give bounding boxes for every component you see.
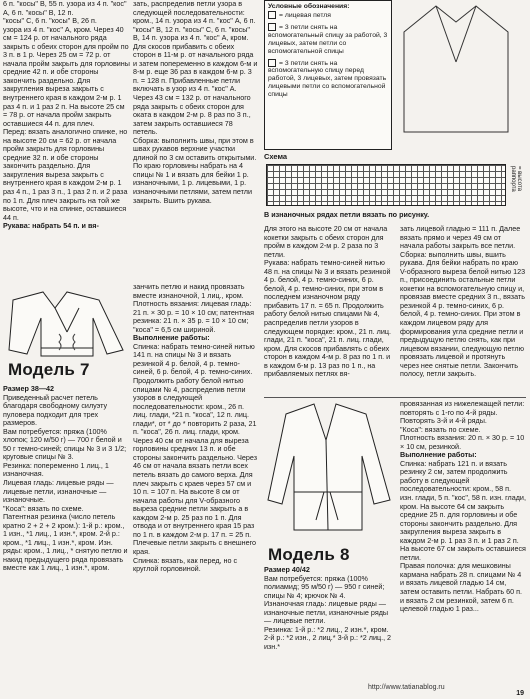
schema-section: [264, 152, 526, 208]
knitting-chart-grid: [266, 164, 506, 206]
c2-p0: зать, распределив петли узора в следующей последовательности: кром., 14 п. узора из 4 п. "кос" А, 6 п. "косы" В, 12 п. "косы" С, 6 п. "косы" В, 14 п. узора из 4 п. "кос" А, кром. Для скосов прибавить с обеих сторон в 11-м р. от начального ряда и затем попеременно в каждом 6-м и 8-м р. еще 36 раз в каждом 6-м р. 3 п. = 128 п. Прибавленные петли включать в узор из 4 п. "кос" А. Через 43 см = 132 р. от начального ряда закрыть с обеих сторон для оката в каждом 2-м р. 8 раз по 3 п., затем закрыть оставшиеся 78 петель.: [133, 0, 258, 137]
cable-front-symbol-icon: [268, 59, 276, 67]
c1-p1: "косы" С, 6 п. "косы" В, 26 п.: [3, 16, 97, 26]
c3b-p3: Изнаночная гладь: лицевые ряды — изнаночные петли, изнаночные ряды — лицевые петли.: [264, 599, 389, 626]
watermark-url: http://www.tatianablog.ru: [368, 684, 445, 691]
c1b-size: Размер 38—42: [3, 385, 55, 393]
c3-p0: Для этого на высоте 20 см от начала кокетки закрыть с обеих сторон для пройм в каждом 2-м р. 2 раза по 3 петли.: [264, 225, 388, 259]
c3b-size: Размер 40/42: [264, 566, 310, 574]
model-8-title: Модель 8: [268, 545, 350, 564]
legend-item-3: = 3 петли снять на вспомогательную спицу перед работой, 3 лицевых, затем провязать лицевыми петли со вспомогательной спицы: [268, 59, 387, 99]
page-number: 19: [516, 690, 524, 697]
column-3-middle: [264, 225, 392, 395]
c1-p4: Рукава: набрать 54 п. и вя-: [3, 221, 99, 231]
section-divider: [264, 397, 526, 398]
legend-item-2: = 3 петли снять на вспомогательный спицу за работой, 3 лицевых, затем петли со вспомогательной спицы: [268, 23, 388, 55]
c4b-p3: Выполнение работы:: [400, 450, 477, 460]
model-7-title: Модель 7: [8, 360, 90, 379]
column-3-bottom: [264, 566, 392, 686]
knit-symbol-icon: [268, 11, 276, 19]
c4-p0: зать лицевой гладью = 111 п. Далее вязать прямо и через 49 см от начала работы закрыть все петли.: [400, 225, 521, 251]
model8-cardigan-illustration: [266, 400, 396, 540]
column-4-bottom: [400, 400, 526, 686]
column-1-top: [3, 0, 130, 280]
c1-p2: узора из 4 п. "кос" А, кром. Через 40 см = 124 р. от начального ряда закрыть с обеих сторон для пройм по 3 п. в 1 р. Через 25 см = 72 р. от начала пройм закрыть для горловины средние 42 п. и обе стороны закончить раздельно. Для закругления выреза закрыть с внутреннего края в каждом 2-м р. 1 раз 4 п. и 1 раз 2 п. На высоте 25 см = 78 р. от начала пройм закрыть оставшиеся 44 п. для плеч.: [3, 24, 130, 128]
schema-label: Схема: [264, 152, 288, 161]
c4b-p4: Спинка: набрать 121 п. и вязать резинку 2 см, затем продолжить работу в следующей последовательности: кром., 58 п. изн. глади, 5 п. "кос", 58 п. изн. глади, кром. На высоте 64 см закрыть средние 25 п. для горловины и обе стороны закончить раздельно. Для закругления выреза закрыть в каждом 2-м р. 1 раз 3 п. и 1 раз 2 п. На высоте 67 см закрыть оставшиеся петли.: [400, 458, 526, 562]
legend-item-1: = лицевая петля: [268, 11, 388, 20]
rapport-label: = высота раппорта: [510, 166, 522, 192]
column-4-middle: [400, 225, 526, 393]
legend-box: [264, 0, 392, 150]
c4b-p5: Правая полочка: для мешковины кармана набрать 28 п. спицами № 4 и вязать лицевой гладью 14 см, затем оставить петли. Набрать 60 п. и вязать 2 см резинкой, затем 6 п. целевой гладью 1 раз...: [400, 561, 522, 614]
c1b-p2: Вам потребуется: пряжа (100% хлопок; 120 м/50 г) — 700 г белой и 50 г темно-синей; спицы № 3 и 3 1/2; круговые спицы № 3.: [3, 426, 127, 462]
column-2-bottom: [133, 283, 258, 697]
c4b-p0: провязанная из нижележащей петли: повторять с 1-го по 4-й ряды. Повторять 3-й и 4-й ряды.: [400, 400, 525, 426]
c2-p1: Сборка: выполнить швы, при этом в швах рукавов верхние участки длиной по 3 см оставить открытыми. По краю горловины набрать на 4 спицы № 1 и вязать для бейки 1 р. изнаночными, 1 р. лицевыми, 1 р. изнаночными петлями, затем петли закрыть. Вшить рукава.: [133, 135, 257, 205]
c1b-p1: Приведенный расчет петель благодаря свободному силуэту пуловера подходит для трех размеров.: [3, 392, 108, 428]
pattern-note: В изнаночных рядах петли вязать по рисунку.: [264, 210, 430, 219]
c2b-p1: Плотность вязания: лицевая гладь: 21 п. × 30 р. = 10 × 10 см; патентная резинка: 21 п. × 35 р. = 10 × 10 см; "коса" = 6,5 см шириной.: [133, 299, 255, 334]
c1-p3: Перед: вязать аналогично спинке, но на высоте 20 см = 62 р. от начала пройм закрыть для горловины средние 32 п. и обе стороны закончить раздельно. Для закругления выреза закрыть с внутреннего края в каждом 2-м р. 1 раз 4 п., 1 раз 3 п., 1 раз 2 п. и 2 раза по 1 п. Для плеч закрыть на той же высоте, что и на спинке, оставшиеся 44 п.: [3, 127, 128, 222]
pattern-schematic-diagram: [396, 2, 526, 152]
c2b-p2: Выполнение работы:: [133, 333, 210, 343]
cable-back-symbol-icon: [268, 23, 276, 31]
c3b-p2: Вам потребуется: пряжа (100% полиамид; 95 м/50 г) — 950 г синей; спицы № 4; крючок № 4.: [264, 573, 385, 600]
c2b-p0: занчить петлю и накид провязать вместе изнаночной, 1 лиц., кром.: [133, 283, 245, 300]
c3b-p4: Резинка: 1-й р.: *2 лиц., 2 изн.*, кром. 2-й р.: *2 изн., 2 лиц.* 3-й р.: *2 лиц., 2 изн.*: [264, 624, 392, 651]
c4-p1: Сборка: выполнить швы, вшить рукава. Для бейки набрать по краю V-образного выреза белой нитью 123 п., присоединить остальные петли кокетки на вспомогательную спицу и, провязав вместе средних 3 п., вязать резинкой 4 р. темно-синих, 6 р. белой, 4 р. темно-синих. При этом в каждом лицевом ряду для формирования угла средние петли и предыдущую петлю снять, как при лицевом вязании, следующую петлю провязать лицевой и протянуть через нее снятые петли. Закончить полосу, петли закрыть.: [400, 249, 526, 379]
c1b-p3: Резинка: попеременно 1 лиц., 1 изнаночная.: [3, 460, 109, 479]
c2b-p3: Спинка: набрать темно-синей нитью 141 п. на спицы № 3 и вязать резинкой 4 р. белой, 4 р. темно-синей, 6 р. белой, 4 р. темно-синих. Продолжить работу белой нитью спицами № 4, распределив петли узоров в следующей последовательности: кром., 26 п. лиц. глади, *21 п. "коса", 12 п. лиц. глади*, от * до * повторить 2 раза, 21 п. "коса", 26 п. лиц. глади, кром. Через 40 см от начала для выреза горловины средних 13 п. и обе стороны закончить раздельно. Через 46 см от начала вязать петли всех петель вязать до самого верха. Для плеч закрыть с краев через 57 см и 10 п. = 107 п. На высоте 8 см от начала работы для V-образного выреза средние петли закрыть а в каждом 2-м р. 25 раз по 1 п. Для отвода и от внутреннего края 15 раз по 1 п. в каждом 2-м р. 17 п. = 25 п. Плечевые петли закрыть с внешнего края.: [133, 341, 258, 556]
model7-sweater-illustration: [3, 288, 131, 358]
column-1-bottom: [3, 385, 130, 697]
c2b-p4: Спинка: вязать, как перед, но с круглой горловиной.: [133, 555, 238, 574]
c4b-p2: Плотность вязания: 20 п. × 30 р. = 10 × 10 см, резинкой.: [400, 433, 525, 451]
c1b-p4: Лицевая гладь: лицевые ряды — лицевые петли, изнаночные — изнаночные.: [3, 478, 114, 505]
c3-p1: Рукава: набрать темно-синей нитью 48 п. на спицы № 3 и вязать резинкой 4 р. белой, 4 р. темно-синих, 6 р. белой, 4 р. темно-синих, при этом в последнем изнаночном ряду прибавить 17 п. = 65 п. Продолжить работу белой нитью спицами № 4, распределив петли узоров в следующем порядке: кром., 21 п. лиц. глади, 21 п. "коса", 21 п. лиц. глади, кром. Для скосов прибавлять с обеих сторон в каждом 4-м р. 8 раз по 1 п. и в каждом 6-м р. 13 раз по 1 п., на прибавляемых петлях вя-: [264, 258, 391, 379]
legend-title: Условные обозначения:: [268, 3, 350, 10]
c1-p0: 6 п. "косы" В, 55 п. узора из 4 п. "кос" А, 6 п. "косы" В, 12 п.: [3, 0, 127, 17]
column-2-top: [133, 0, 258, 278]
c1b-p6: Патентная резинка (число петель кратно 2 + 2 + 2 кром.): 1-й р.: кром., 1 изн., *1 лиц., 1 изн.*, кром. 2-й р.: кром., *1 лиц., 1 изн.*, кром. Изн. ряды: кром., 1 лиц., * снятую петлю и накид предыдущего ряда провязать вместе как 1 лиц., 1 изн.*, кром.: [3, 512, 128, 573]
c1b-p5: "Коса": вязать по схеме.: [3, 503, 84, 513]
c4b-p1: "Коса": вязать по схеме.: [400, 424, 481, 434]
